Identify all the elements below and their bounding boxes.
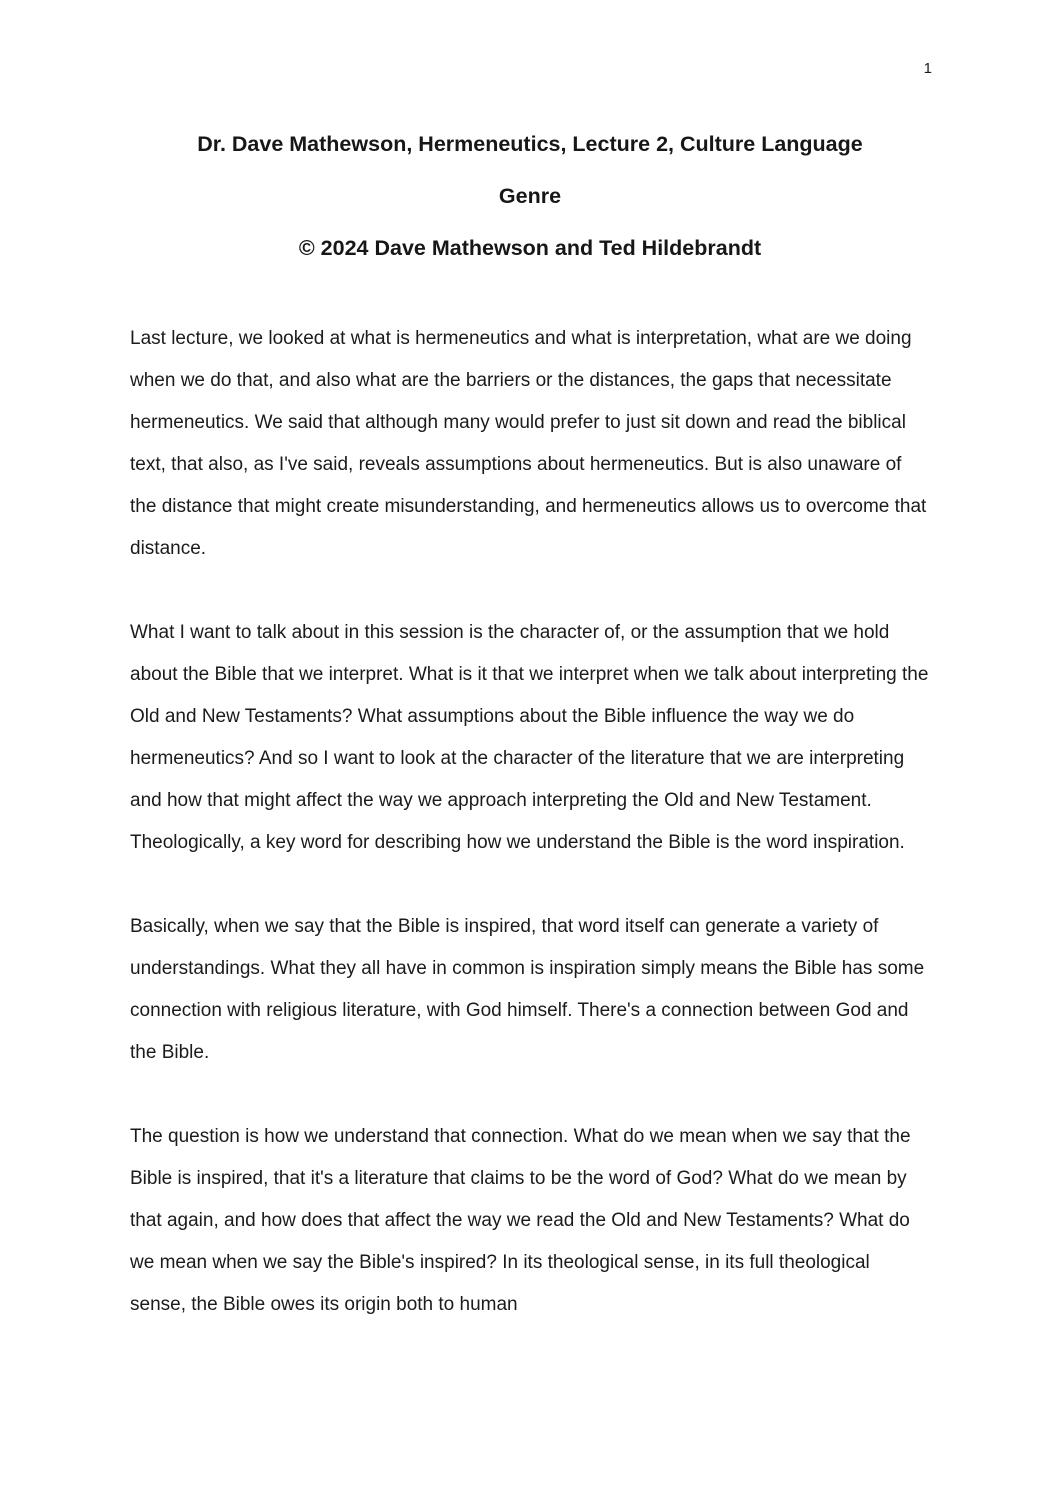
paragraph-3: Basically, when we say that the Bible is inspired, that word itself can generate a variety of understandings. What they all have in common is inspiration simply means the Bible has some connection with religious literature, with God himself. There's a connection between God and the Bible. [130, 916, 925, 1063]
paragraph-4: The question is how we understand that connection. What do we mean when we say that the Bible is inspired, that it's a literature that claims to be the word of God? What do we mean by that again, and how does that affect the way we read the Old and New Testaments? What do we mean when we say the Bible's inspired? In its theological sense, in its full theological sense, the Bible owes its origin both to human [130, 1126, 911, 1315]
title-line-2: Genre [498, 184, 562, 208]
title-line-1: Dr. Dave Mathewson, Hermeneutics, Lecture 2, Culture Language [197, 132, 863, 156]
document-body [130, 318, 930, 1326]
paragraph-1: Last lecture, we looked at what is hermeneutics and what is interpretation, what are we doing when we do that, and also what are the barriers or the distances, the gaps that necessitate hermeneutics. We said that although many would prefer to just sit down and read the biblical text, that also, as I've said, reveals assumptions about hermeneutics. But is also unaware of the distance that might create misunderstanding, and hermeneutics allows us to overcome that distance. [130, 328, 927, 559]
copyright-line: © 2024 Dave Mathewson and Ted Hildebrandt [298, 236, 762, 260]
document-title-block [130, 118, 930, 274]
page-number: 1 [923, 60, 932, 77]
paragraph-2: What I want to talk about in this session is the character of, or the assumption that we hold about the Bible that we interpret. What is it that we interpret when we talk about interpreting the Old and New Testaments? What assumptions about the Bible influence the way we do hermeneutics? And so I want to look at the character of the literature that we are interpreting and how that might affect the way we approach interpreting the Old and New Testament. Theologically, a key word for describing how we understand the Bible is the word inspiration. [130, 622, 929, 853]
